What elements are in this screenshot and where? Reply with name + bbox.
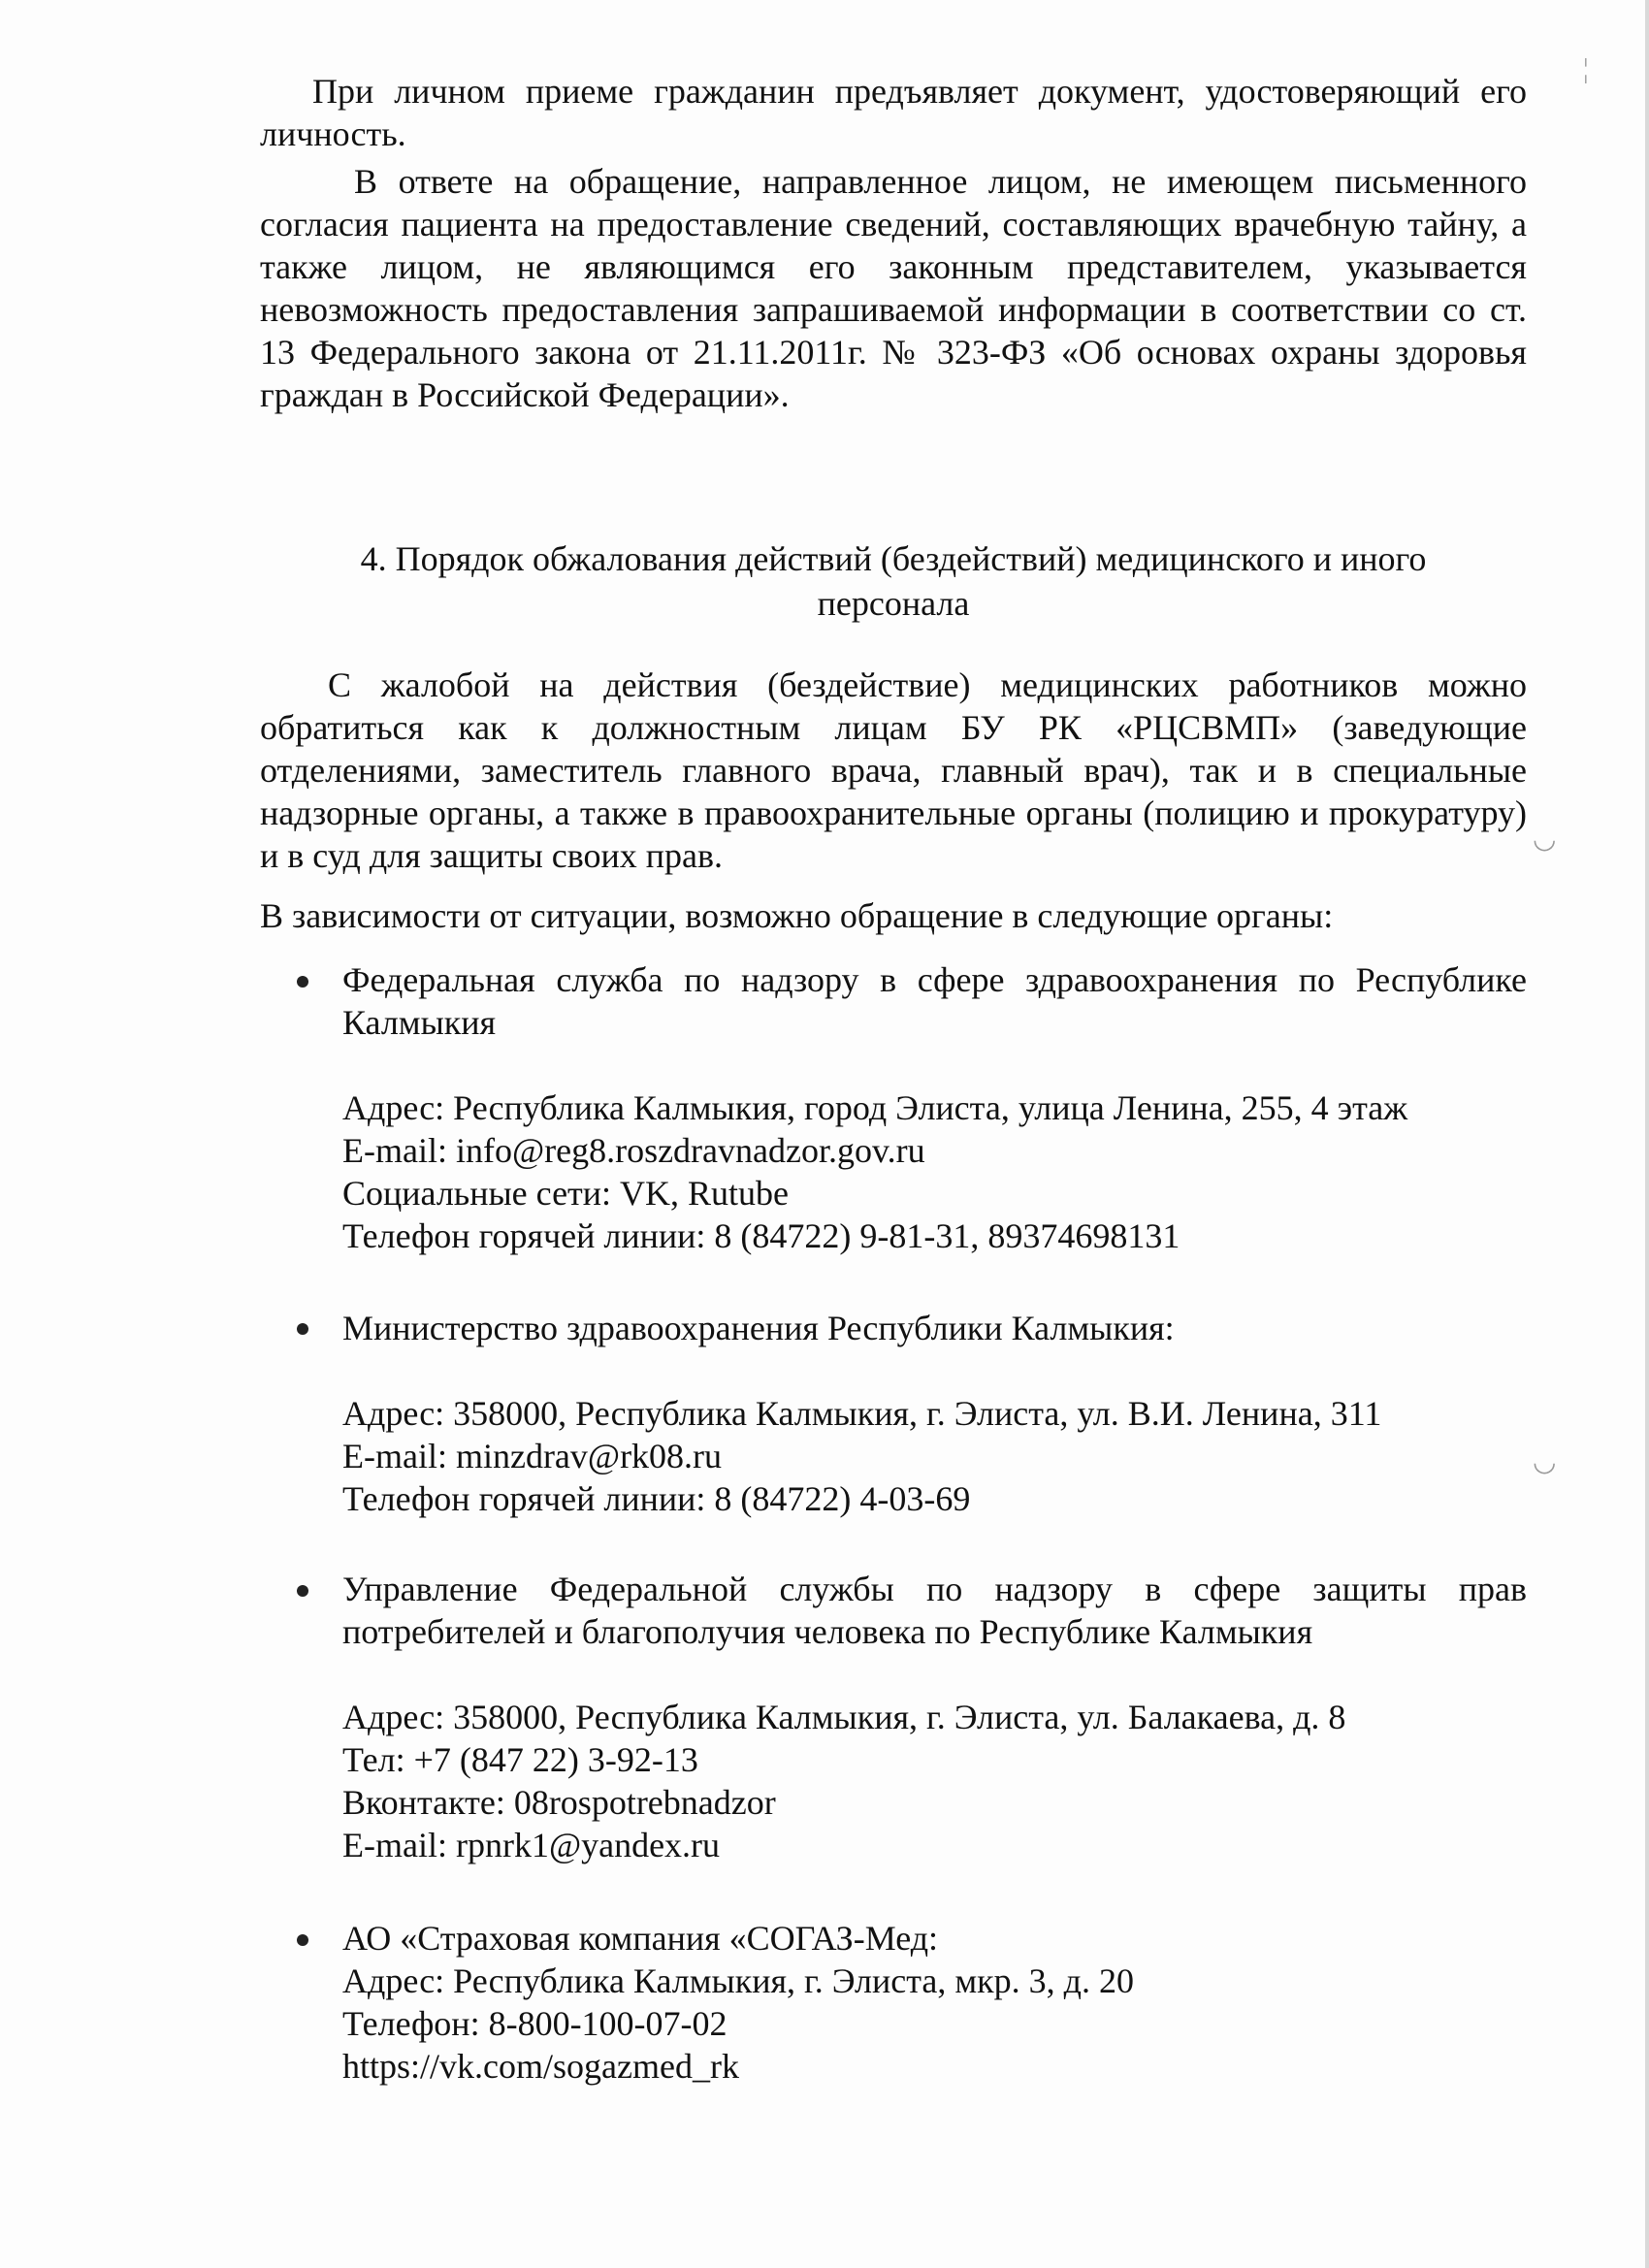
paragraph-identity-document: При личном приеме гражданин предъявляет документ, удостоверяющий его личность. bbox=[260, 72, 1527, 153]
organization-item bbox=[342, 1307, 1527, 1520]
bullet-icon bbox=[297, 1934, 308, 1946]
organization-phone: Телефон горячей линии: 8 (84722) 4-03-69 bbox=[342, 1479, 971, 1518]
scan-mark-icon: ◡ bbox=[1533, 825, 1557, 855]
organization-name: Федеральная служба по надзору в сфере здравоохранения по Республике Калмыкия bbox=[342, 960, 1527, 1042]
organization-link[interactable]: https://vk.com/sogazmed_rk bbox=[342, 2047, 739, 2086]
organization-name: Управление Федеральной службы по надзору в сфере защиты прав потребителей и благополучия человека по Республике Калмыкия bbox=[342, 1570, 1527, 1651]
organization-address: Адрес: 358000, Республика Калмыкия, г. Элиста, ул. В.И. Ленина, 311 bbox=[342, 1394, 1382, 1433]
organization-item bbox=[342, 958, 1527, 1257]
organization-email: E-mail: rpnrk1@yandex.ru bbox=[342, 1826, 721, 1864]
scan-mark-icon: ¦ bbox=[1583, 54, 1589, 84]
page-edge bbox=[1645, 0, 1649, 2268]
bullet-icon bbox=[297, 976, 308, 988]
organization-name: Министерство здравоохранения Республики Калмыкия: bbox=[342, 1309, 1175, 1347]
bullet-icon bbox=[297, 1323, 308, 1335]
organization-address: Адрес: Республика Калмыкия, город Элиста, улица Ленина, 255, 4 этаж bbox=[342, 1088, 1408, 1127]
scan-mark-icon: ◡ bbox=[1533, 1447, 1557, 1477]
organization-name: АО «Страховая компания «СОГАЗ-Мед: bbox=[342, 1919, 939, 1958]
paragraph-complaint: С жалобой на действия (бездействие) медицинских работников можно обратиться как к должностным лицам БУ РК «РЦСВМП» (заведующие отделениями, заместитель главного врача, главный врач), так и в специальные надзорные органы, а также в правоохранительные органы (полицию и прокуратуру) и в суд для защиты своих прав. bbox=[260, 665, 1527, 875]
organization-social: Вконтакте: 08rospotrebnadzor bbox=[342, 1783, 776, 1822]
organization-address: Адрес: Республика Калмыкия, г. Элиста, мкр. 3, д. 20 bbox=[342, 1961, 1134, 2000]
organization-item bbox=[342, 1917, 1527, 2088]
organization-phone: Телефон: 8-800-100-07-02 bbox=[342, 2004, 728, 2043]
organization-social: Социальные сети: VK, Rutube bbox=[342, 1174, 790, 1213]
organization-phone: Телефон горячей линии: 8 (84722) 9-81-31, 89374698131 bbox=[342, 1216, 1180, 1255]
section-heading bbox=[260, 536, 1527, 626]
section-heading-line2: персонала bbox=[817, 584, 970, 623]
paragraph-response-restriction: В ответе на обращение, направленное лицом, не имеющем письменного согласия пациента на предоставление сведений, составляющих врачебную тайну, а также лицом, не являющимся его законным представителем, указывается невозможность предоставления запрашиваемой информации в соответствии со ст. 13 Федерального закона от 21.11.2011г. № 323-ФЗ «Об основах охраны здоровья граждан в Российской Федерации». bbox=[260, 162, 1527, 414]
organization-phone: Тел: +7 (847 22) 3-92-13 bbox=[342, 1740, 698, 1779]
bullet-icon bbox=[297, 1585, 308, 1597]
paragraph-authorities-intro: В зависимости от ситуации, возможно обращение в следующие органы: bbox=[260, 896, 1334, 935]
section-heading-line1: 4. Порядок обжалования действий (бездействий) медицинского и иного bbox=[360, 539, 1427, 578]
organization-address: Адрес: 358000, Республика Калмыкия, г. Элиста, ул. Балакаева, д. 8 bbox=[342, 1698, 1346, 1736]
organization-email: E-mail: info@reg8.roszdravnadzor.gov.ru bbox=[342, 1131, 925, 1170]
organization-item bbox=[342, 1568, 1527, 1866]
organization-email: E-mail: minzdrav@rk08.ru bbox=[342, 1437, 723, 1475]
